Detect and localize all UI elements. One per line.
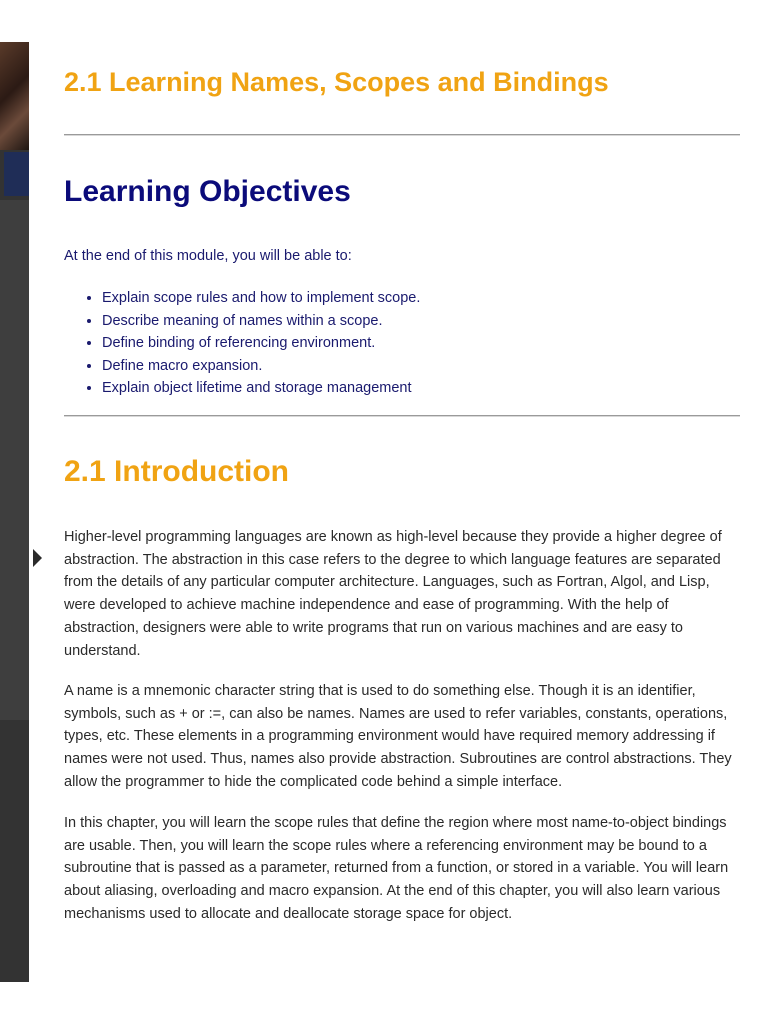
objectives-heading: Learning Objectives	[64, 175, 351, 208]
body-paragraph: In this chapter, you will learn the scope rules that define the region where most name-to-object bindings are usable. Then, you will learn the scope rules where a referencing environment may be bound to a subroutine that is passed as a parameter, returned from a function, or stored in a variable. You will learn about aliasing, overloading and macro expansion. At the end of this chapter, you will also learn various mechanisms used to allocate and deallocate storage space for object.	[64, 815, 729, 922]
background-panel-mid	[0, 200, 29, 720]
page-title: 2.1 Learning Names, Scopes and Bindings	[64, 67, 609, 97]
background-thumbnail-secondary	[4, 152, 29, 196]
list-item: • Define binding of referencing environment.	[102, 332, 420, 355]
list-item: • Explain scope rules and how to implement scope.	[102, 287, 420, 310]
background-thumbnail	[0, 42, 29, 150]
triangle-right-icon[interactable]	[33, 549, 42, 567]
divider	[64, 415, 740, 416]
objectives-intro: At the end of this module, you will be able to:	[64, 248, 352, 264]
introduction-heading: 2.1 Introduction	[64, 455, 289, 488]
bottom-margin	[0, 982, 768, 1024]
objectives-list	[64, 287, 420, 400]
list-item: • Explain object lifetime and storage management	[102, 377, 420, 400]
list-item: • Define macro expansion.	[102, 355, 420, 378]
list-item: • Describe meaning of names within a scope.	[102, 310, 420, 333]
document-page	[29, 42, 768, 982]
body-paragraph: Higher-level programming languages are known as high-level because they provide a higher degree of abstraction. The abstraction in this case refers to the degree to which language features are separated from the details of any particular computer architecture. Languages, such as Fortran, Algol, and Lisp, were developed to achieve machine independence and ease of programming. With the help of abstraction, designers were able to write programs that run on various machines and are easy to understand.	[64, 529, 722, 659]
divider	[64, 134, 740, 135]
body-paragraph: A name is a mnemonic character string that is used to do something else. Though it is an identifier, symbols, such as + or :=, can also be names. Names are used to refer variables, constants, operations, types, etc. These elements in a programming environment would have required memory addressing if names were not used. Thus, names also provide abstraction. Subroutines are control abstractions. They allow the programmer to hide the complicated code behind a simple interface.	[64, 683, 732, 790]
